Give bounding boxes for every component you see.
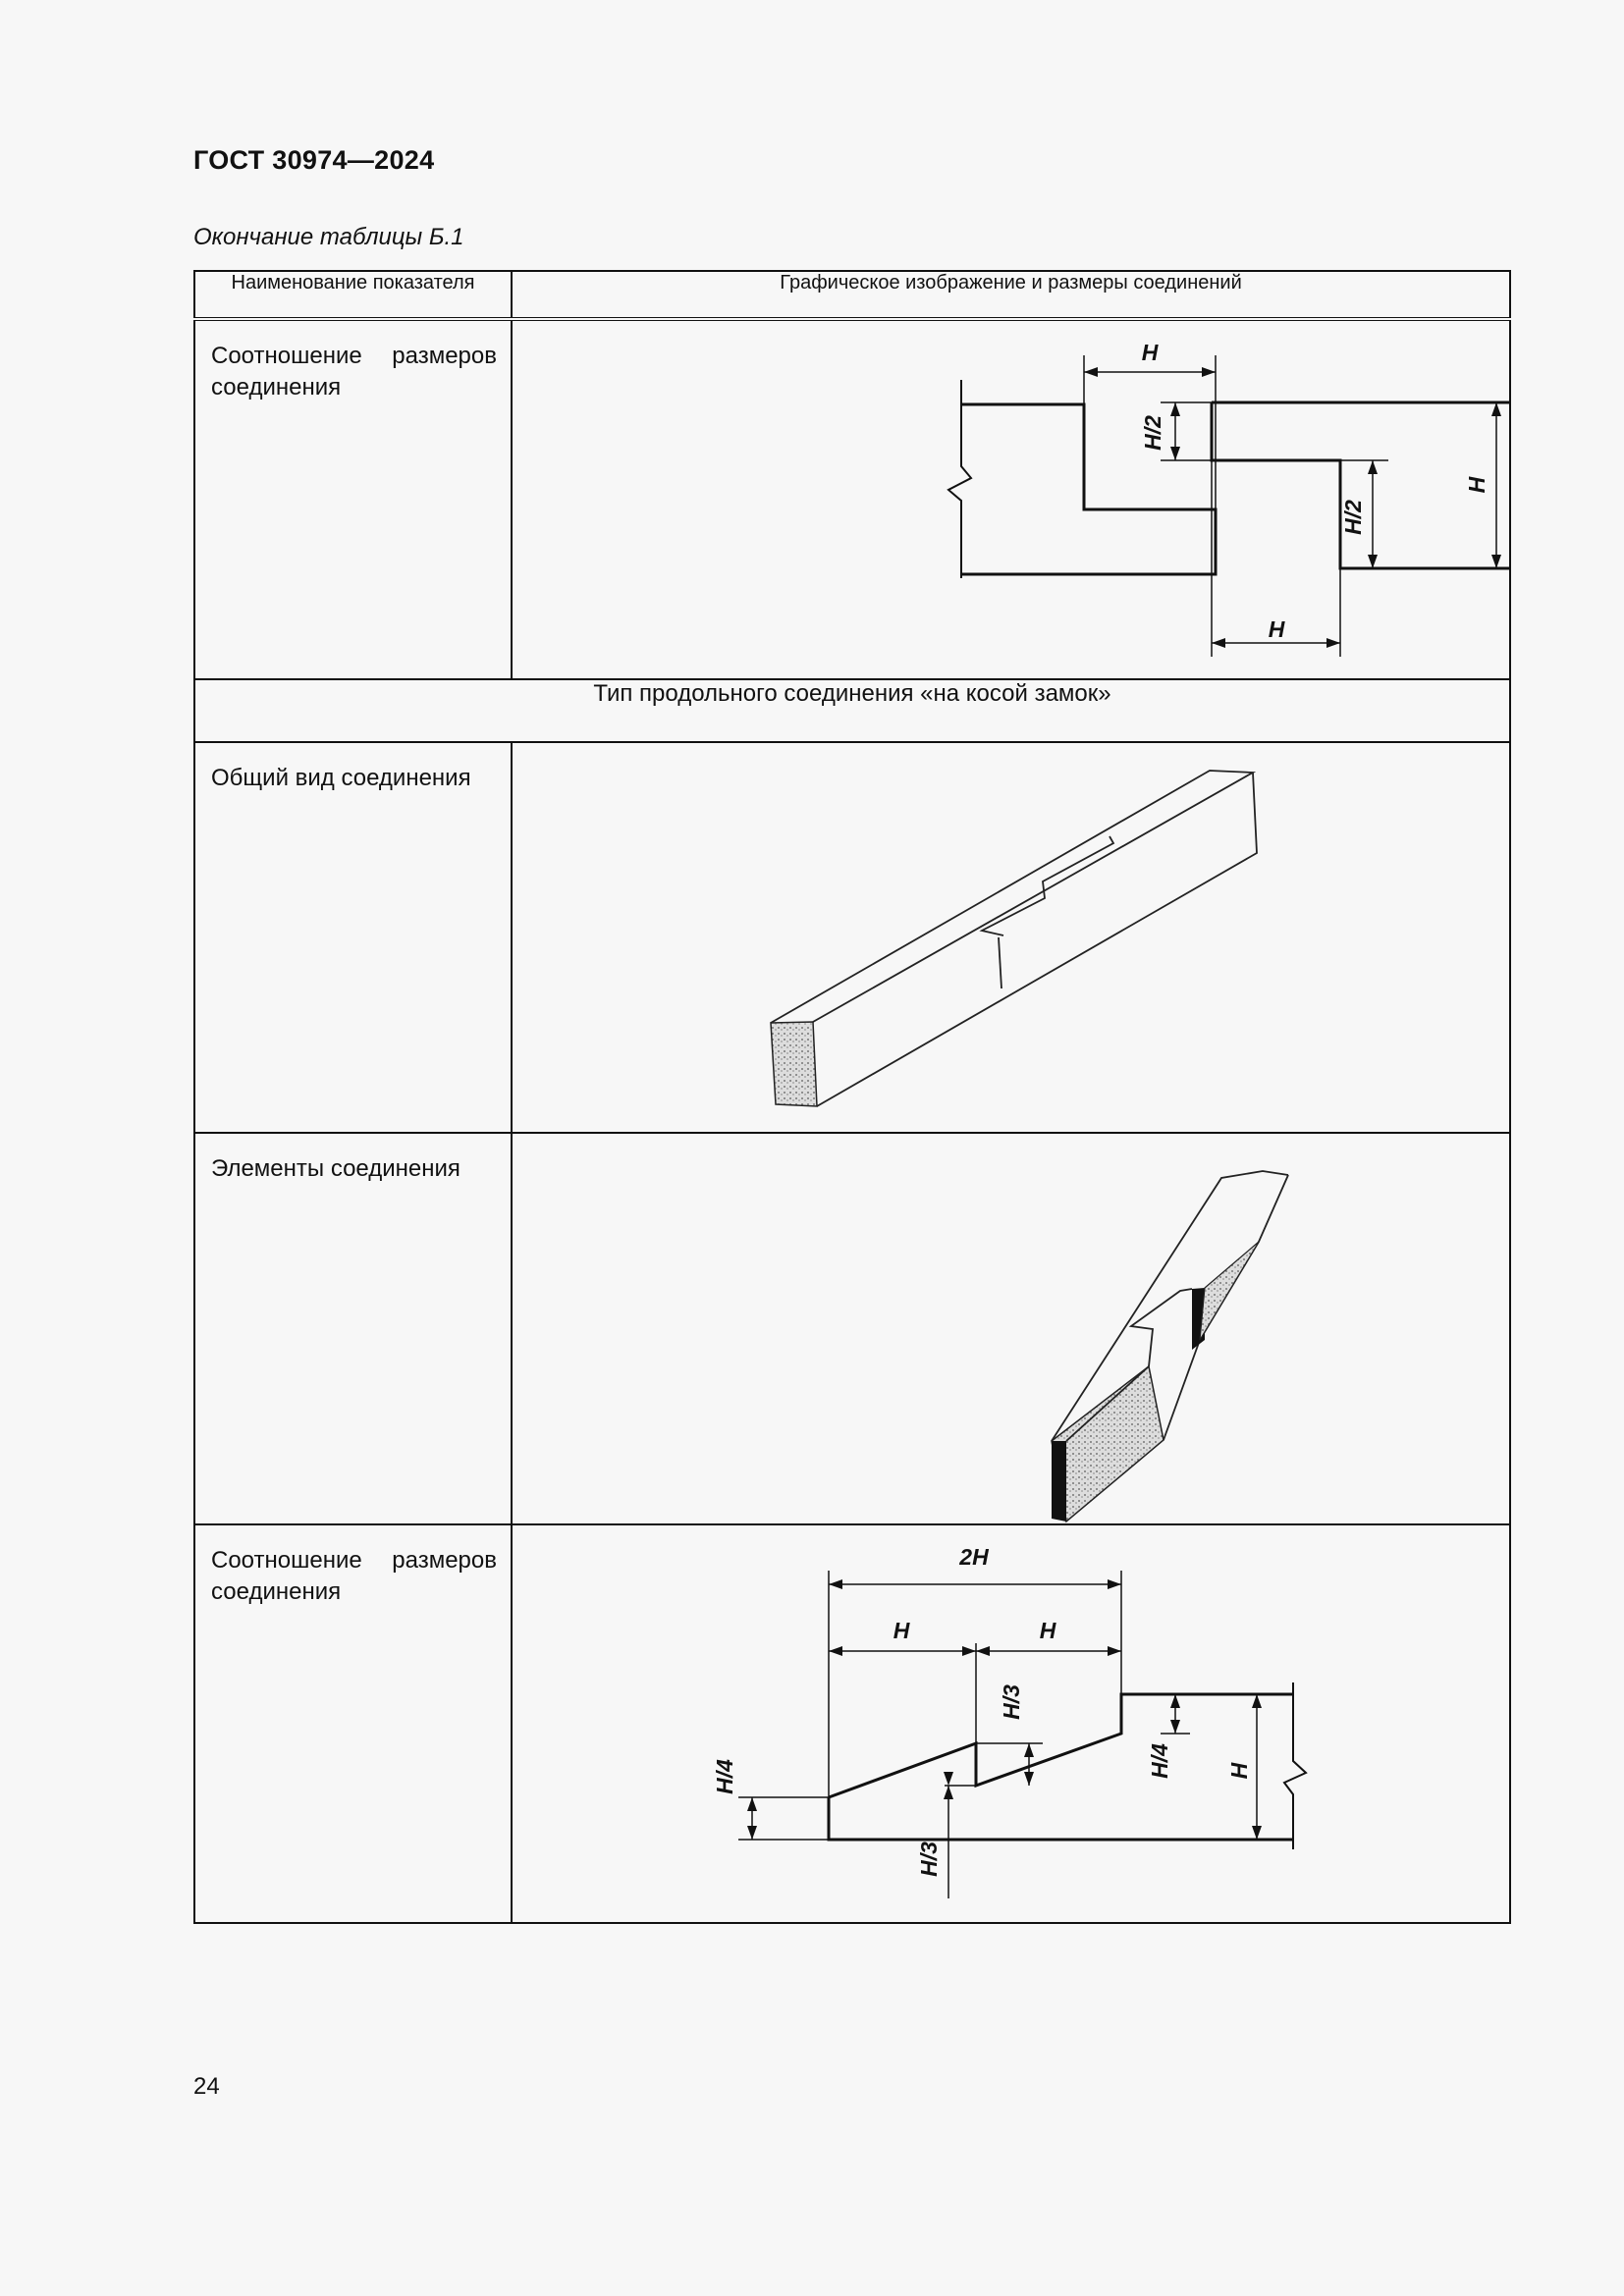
table-row [194, 1524, 1510, 1923]
half-lap-dimensions-drawing [513, 321, 1509, 678]
dim-label: H [1226, 1762, 1252, 1780]
scarf-joint-elements [513, 1134, 1509, 1523]
table-caption: Окончание таблицы Б.1 [193, 224, 464, 250]
scarf-joint-dimensions-drawing [513, 1525, 1509, 1922]
dim-label: H [1141, 340, 1159, 365]
dim-label: H [1039, 1618, 1056, 1643]
column-header-name: Наименование показателя [194, 271, 512, 319]
joints-table [193, 270, 1511, 1924]
joint-type-heading: Тип продольного соединения «на косой замок» [194, 679, 1510, 742]
row-name: Соотношение размеров соединения [211, 1547, 497, 1605]
dim-label: H/3 [999, 1684, 1024, 1720]
dim-label: H/4 [1147, 1743, 1172, 1779]
dim-label: H/4 [712, 1759, 737, 1794]
dim-label: H [893, 1618, 910, 1643]
table-row [194, 1133, 1510, 1524]
dim-label: H [1268, 616, 1285, 642]
standard-code: ГОСТ 30974—2024 [193, 145, 435, 175]
table-header-row [194, 271, 1510, 319]
column-header-image: Графическое изображение и размеры соединений [512, 271, 1510, 319]
table-row [194, 319, 1510, 679]
table-row [194, 742, 1510, 1133]
dim-label: 2H [959, 1544, 989, 1570]
row-name: Элементы соединения [211, 1155, 460, 1182]
dim-label: H/2 [1340, 500, 1366, 535]
table-row [194, 679, 1510, 742]
scarf-joint-general-view [513, 743, 1509, 1132]
page-number: 24 [193, 2073, 220, 2100]
row-name: Соотношение размеров соединения [211, 343, 497, 400]
dim-label: H/2 [1140, 415, 1165, 451]
dim-label: H [1464, 476, 1489, 494]
row-name: Общий вид соединения [211, 765, 471, 791]
dim-label: H/3 [916, 1842, 942, 1877]
